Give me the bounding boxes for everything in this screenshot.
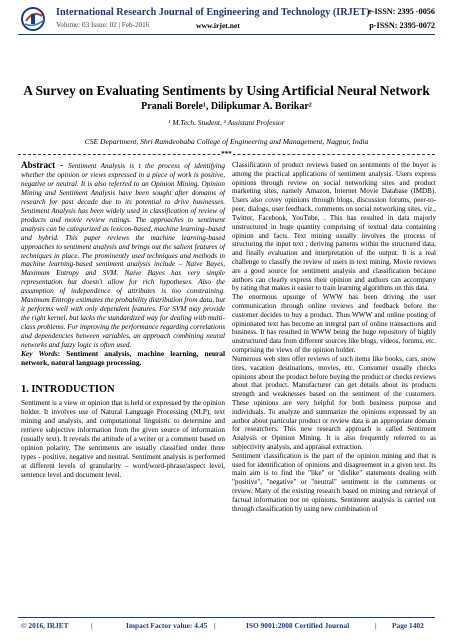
journal-header [0,0,453,36]
page-footer [18,621,435,633]
footer-copyright: © 2016, IRJET [21,621,69,630]
journal-title: International Research Journal of Engineering and Technology (IRJET) [56,7,370,18]
footer-separator: | [91,621,93,630]
author-institution: CSE Department, Shri Ramdeobaba College of Engineering and Management, Nagpur, India [84,137,369,146]
p-issn: p-ISSN: 2395-0072 [369,21,435,30]
body-paragraph: Numerous web sites offer reviews of such items like books, cars, snow tires, vacation destinations, movies, etc. Consumer usually checks opinions about the product before buying the product or checks reviews about that product. Manufacturer can get details about its products strength and weaknesses based on the sentiment of the customers. These opinions are very helpful for both business purpose and individuals. To analyze and summarize the opinions expressed by an author about particular product or review data is an appropriate domain for researchers. This new research approach is called Sentiment Analysis or Opinion Mining. It is also frequently referred to as subjectivity analysis, and appraisal extraction. [232,354,436,451]
header-divider [18,34,435,35]
paper-title: A Survey on Evaluating Sentiments by Using Artificial Neural Network [23,83,430,98]
left-column [21,161,225,480]
author-roles: ¹ M.Tech. Student, ² Assistant Professor [168,118,285,127]
journal-website: www.irjet.net [196,21,240,30]
paper-authors: Pranali Borele¹, Dilipkumar A. Borikar² [141,101,312,112]
keywords [21,350,225,368]
section-heading-introduction: 1. INTRODUCTION [21,383,115,395]
introduction-paragraph: Sentiment is a view or opinion that is held or expressed by the opinion holder. It involves use of Natural Language Processing (NLP), text mining and analysis, and computational linguistic to determine and retrieve subjective information from the given source of information (usually text). It reveals the attitude of a writer or a comment based on opinion polarity. The sentiments are usually classified under three types - positive, negative and neutral. Sentiment analysis is performed at different levels of granularity – word/word-phrase/aspect level, sentence level and document level. [21,398,225,479]
right-column [232,161,436,514]
footer-impact-factor: Impact Factor value: 4.45 [126,621,208,630]
volume-issue: Volume: 03 Issue: 02 | Feb-2016 [56,21,150,29]
abstract [21,161,225,350]
footer-separator: | [375,621,377,630]
keywords-label: Key Words [21,349,58,359]
footer-divider [18,617,435,618]
e-issn: e-ISSN: 2395 -0056 [368,7,435,16]
footer-iso-certification: ISO 9001:2008 Certified Journal [246,621,350,630]
divider-stars: *** [221,150,232,158]
irjet-logo-icon [20,6,50,32]
body-paragraph: Sentiment classification is the part of the opinion mining and that is used for identification of opinions and disagreement in a given text. Its main aim is to find the "like" or "dislike" statements dealing with "positive", "negative" or "neutral" sentiment in the comments or review. Many of the existing research based on mining and retrieval of factual information not on opinions. Sentiment analysis is carried out through classification by using new combination of [232,451,436,513]
footer-page-number: Page 1402 [392,621,424,630]
body-paragraph: Classification of product reviews based on sentiments of the buyer is among the practical applications of sentiment analysis. Users express opinions through review on social networking sites and product marketing sites, namely Amazon, Internet Movie Database (IMDB). Users also covey opinions through blogs, discussion forums, peer-to-peer, dialogs, user feedback, comments on social networking sites, viz., Twitter, Facebook, YouTube, . This has resulted in data majorly unstructured in huge quantity comprising of textual data containing opinion and facts. Text mining usually involves the process of structuring the input text , deriving patterns within the structured data, and finally evaluation and interpretation of the output. It is a real challenge to classify the review of users in text mining. Movie reviews are a good source for sentiment analysis and classification because authors can clearly express their opinion and authors can accompany by rating that makes it easier to train learning algorithms on this data. [232,161,436,293]
keywords-text: : Sentiment analysis, machine learning, neural network, natural language processing. [21,349,226,367]
abstract-label: Abstract - [21,160,69,170]
body-paragraph: The enormous upsurge of WWW has been driving the user communication through online reviews and feedback before the customer decides to buy a product. Thus WWW and online posting of opinionated text has become an integral part of online transactions and business. It has resulted in WWW being the huge repository of highly unstructured data from different sources like blogs, videos, forums, etc. comprising the views of the opinion holder. [232,293,436,355]
footer-separator: | [214,621,216,630]
abstract-text: Sentiment Analysis is t the process of identifying whether the opinion or views expressed in a piece of work is positive, negative or neutral. It is also referred to an Opinion Mining. Opinion Mining and Sentiment Analysis have been sought after domains of research for past decade due to its potential to drive businesses. Sentiment Analysis has been widely used in classification of review of products and movie review ratings. The approaches to sentiment analysis can be categorized as lexicon-based, machine learning–based and hybrid. This paper reviews the machine learning-based approaches to sentiment analysis and brings out the salient features of techniques in place. The prominently used techniques and methods in machine learning-based sentiment analysis include – Naive Bayes, Maximum Entropy and SVM. Naive Bayes has very simple representation but doesn't allow for rich hypotheses. Also the assumption of independence of attributes is too constraining. Maximum Entropy estimates the probability distribution from data, but it performs well with only dependent features. For SVM may provide the right kernel, but lacks the standardized way for dealing with multi-class problems. For improving the performance regarding correlations and dependencies between variables, an approach combining neural networks and fuzzy logic is often used. [21,162,226,350]
